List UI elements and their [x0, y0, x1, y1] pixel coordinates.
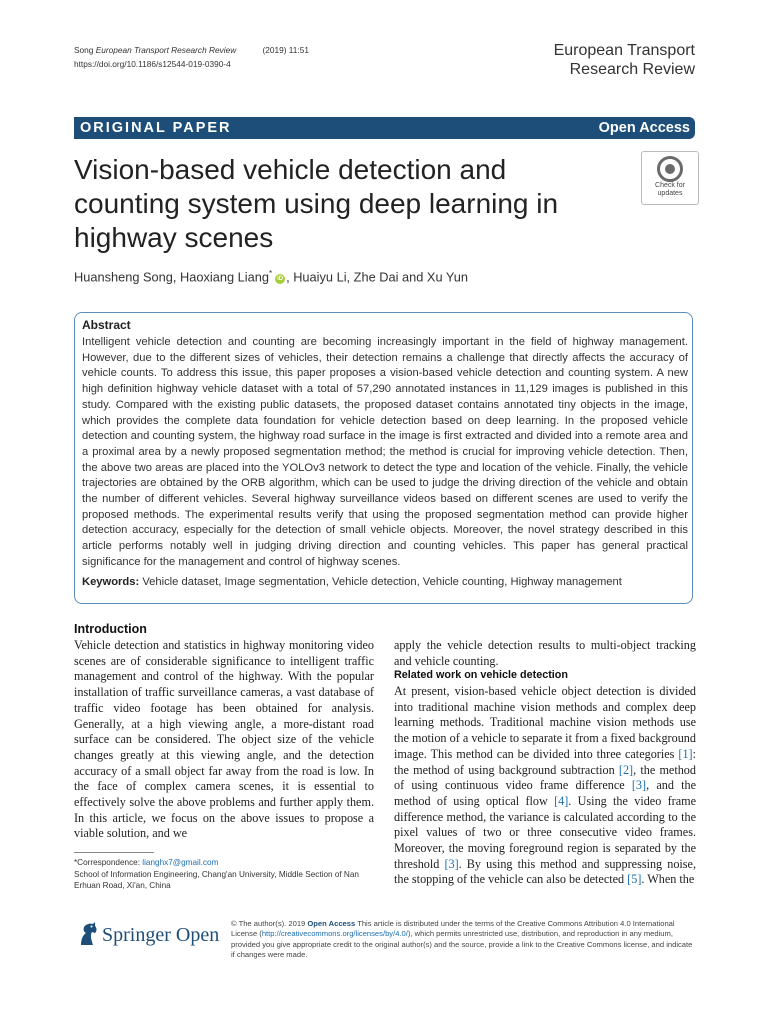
- year-volume: (2019) 11:51: [262, 45, 309, 55]
- open-access-label: Open Access: [598, 120, 690, 136]
- citation-link[interactable]: [4]: [554, 793, 569, 808]
- check-updates-icon: [657, 156, 683, 182]
- keywords-label: Keywords:: [82, 576, 140, 588]
- journal-title: [554, 41, 695, 79]
- license-open-access: Open Access: [307, 919, 356, 928]
- license-statement: [231, 919, 696, 960]
- text-run: . When the: [641, 872, 695, 887]
- check-updates-line2: updates: [657, 190, 683, 197]
- citation-link[interactable]: [3]: [631, 778, 647, 793]
- authors-part2: , Huaiyu Li, Zhe Dai and Xu Yun: [286, 269, 468, 285]
- license-copyright: © The author(s). 2019: [231, 919, 308, 928]
- running-header: [74, 43, 309, 71]
- text-run: . Using the video frame difference method, the variance is calculated according to the pixel values of two or three consecutive video frames. Moreover, the moving foreground region is separated by the threshold: [394, 793, 697, 871]
- correspondence-label: *Correspondence:: [74, 858, 140, 867]
- author-short: Song: [74, 45, 94, 55]
- publisher-open: Open: [175, 924, 220, 946]
- subsection-heading-related-work: Related work on vehicle detection: [394, 669, 568, 681]
- corresponding-marker: *: [268, 269, 273, 278]
- abstract-text: Intelligent vehicle detection and counting are becoming increasingly important in the field of highway management. However, due to the different sizes of vehicles, their detection remains a challenge that directly affects the accuracy of vehicle counts. To address this issue, this paper proposes a vision-based vehicle detection and counting system. A new high definition highway vehicle dataset with a total of 57,290 annotated instances in 11,129 images is published in this study. Compared with the existing public datasets, the proposed dataset contains annotated tiny objects in the image, which provides the complete data foundation for vehicle detection based on deep learning. In the proposed vehicle detection and counting system, the highway road surface in the image is first extracted and divided into a remote area and a proximal area by a newly proposed segmentation method; the method is crucial for improving vehicle detection. Then, the above two areas are placed into the YOLOv3 network to detect the type and location of the vehicle. Finally, the vehicle trajectories are obtained by the ORB algorithm, which can be used to judge the driving direction of the vehicle and obtain the number of different vehicles. Several highway surveillance videos based on different scenes are used to verify the proposed methods. The experimental results verify that using the proposed segmentation method can provide higher detection accuracy, especially for the detection of small vehicle objects. Moreover, the novel strategy described in this article performs notably well in judging driving direction and counting vehicles. This paper has general practical significance for the management and control of highway scenes.: [82, 336, 688, 568]
- related-work-text: [394, 684, 696, 888]
- text-run: : the method of using background subtraction: [394, 746, 696, 777]
- publisher-name: [102, 924, 219, 947]
- orcid-icon[interactable]: iD: [277, 276, 284, 283]
- journal-title-line1: European Transport: [553, 42, 695, 59]
- section-heading-introduction: Introduction: [74, 622, 147, 636]
- license-text-1: This article is distributed under the terms of the Creative Commons Attribution 4.0 International License (: [231, 919, 675, 939]
- publisher-springer: Springer: [102, 924, 171, 946]
- authors-part1: Huansheng Song, Haoxiang Liang: [74, 269, 269, 285]
- journal-title-line2: Research Review: [569, 61, 695, 78]
- article-type-label: ORIGINAL PAPER: [80, 120, 232, 136]
- check-updates-line1: Check for: [655, 182, 685, 189]
- author-list: [74, 269, 468, 284]
- license-url[interactable]: http://creativecommons.org/licenses/by/4.0/: [261, 929, 408, 939]
- citation-link[interactable]: [1]: [678, 746, 693, 761]
- footnote-rule: [74, 852, 154, 853]
- correspondence-footnote: [74, 857, 374, 892]
- citation-line: [74, 43, 309, 57]
- right-column-continuation: apply the vehicle detection results to multi-object tracking and vehicle counting.: [394, 638, 696, 668]
- citation-link[interactable]: [2]: [618, 762, 634, 777]
- article-type-banner: [74, 117, 695, 139]
- text-run: At present, vision-based vehicle object detection is divided into traditional machine vision methods and complex deep learning methods. Traditional machine vision methods use the motion of a vehicle to separate it from a fixed background image. This method can be divided into three categories: [394, 684, 696, 761]
- text-run: . By using this method and suppressing noise, the stopping of the vehicle can also be detected: [394, 856, 696, 887]
- abstract-heading: Abstract: [82, 318, 131, 332]
- article-title: Vision-based vehicle detection and counting system using deep learning in highway scenes: [74, 154, 559, 253]
- keywords-list: Vehicle dataset, Image segmentation, Vehicle detection, Vehicle counting, Highway management: [142, 576, 622, 588]
- citation-link[interactable]: [5]: [627, 872, 642, 887]
- affiliation: School of Information Engineering, Chang'an University, Middle Section of Nan Erhuan Road, Xi'an, China: [74, 869, 359, 890]
- text-run: , and the method of using optical flow: [394, 778, 696, 808]
- citation-link[interactable]: [3]: [444, 856, 459, 871]
- journal-name-italic: European Transport Research Review: [95, 45, 237, 55]
- check-updates-text: [642, 182, 698, 198]
- license-text-2: ), which permits unrestricted use, distribution, and reproduction in any medium, provided you give appropriate credit to the original author(s) and the source, provide a link to the Creative Commons license, and indicate if changes were made.: [231, 929, 693, 959]
- text-run: , the method of using continuous video frame difference: [394, 762, 696, 793]
- check-for-updates-badge[interactable]: [641, 151, 699, 205]
- correspondence-email[interactable]: lianghx7@gmail.com: [142, 858, 219, 867]
- introduction-text: Vehicle detection and statistics in highway monitoring video scenes are of considerable significance to intelligent traffic management and control of the highway. With the popular installation of traffic surveillance cameras, a vast database of traffic video footage has been obtained for analysis. Generally, at a high viewing angle, a more-distant road surface can be considered. The object size of the vehicle changes greatly at this viewing angle, and the detection accuracy of a small object far away from the road is low. In the face of complex camera scenes, it is essential to effectively solve the above problems and further apply them. In this article, we focus on the above issues to propose a viable solution, and we: [74, 638, 374, 841]
- doi-link[interactable]: https://doi.org/10.1186/s12544-019-0390-4: [74, 59, 231, 69]
- keywords: [82, 576, 688, 588]
- springer-horse-icon: [75, 921, 99, 947]
